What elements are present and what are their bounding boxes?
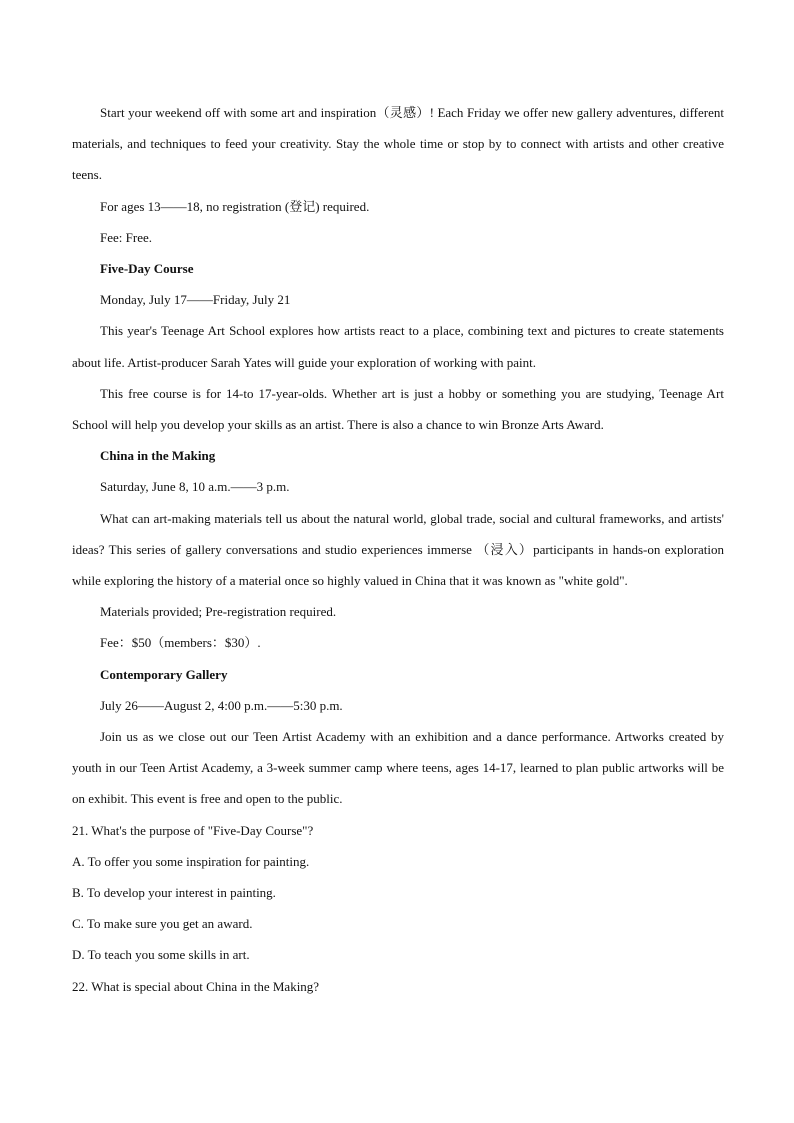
contemporary-paragraph: Join us as we close out our Teen Artist Academy with an exhibition and a dance performance. Artworks created by youth in our Teen Artist Academy, a 3-week summer camp where teens, ages 14-17, learned to plan public artworks will be on exhibit. This event is free and open to the public. bbox=[72, 729, 724, 807]
document-page bbox=[72, 97, 724, 1002]
intro-paragraph: Start your weekend off with some art and inspiration（灵感）! Each Friday we offer new gallery adventures, different materials, and techniques to feed your creativity. Stay the whole time or stop by to connect with artists and other creative teens. bbox=[72, 105, 724, 183]
intro-fee: Fee: Free. bbox=[100, 229, 152, 245]
china-paragraph: What can art-making materials tell us about the natural world, global trade, social and cultural frameworks, and artists' ideas? This series of gallery conversations and studio experiences immerse （浸入）participants in hands-on exploration while exploring the history of a material once so highly valued in China that it was known as "white gold". bbox=[72, 510, 724, 589]
question-21: 21. What's the purpose of "Five-Day Course"? bbox=[72, 822, 314, 838]
questions-section bbox=[72, 815, 724, 1002]
question-21-option-c: C. To make sure you get an award. bbox=[72, 916, 253, 932]
five-day-dates: Monday, July 17——Friday, July 21 bbox=[100, 292, 291, 308]
china-dates: Saturday, June 8, 10 a.m.——3 p.m. bbox=[100, 479, 290, 495]
five-day-paragraph-2: This free course is for 14-to 17-year-olds. Whether art is just a hobby or something you are studying, Teenage Art School will help you develop your skills as an artist. There is also a chance to win Bronze Arts Award. bbox=[72, 385, 724, 433]
question-21-option-b: B. To develop your interest in painting. bbox=[72, 885, 276, 901]
china-fee: Fee：$50（members：$30）. bbox=[100, 635, 261, 651]
question-21-option-a: A. To offer you some inspiration for painting. bbox=[72, 853, 310, 869]
china-title: China in the Making bbox=[100, 448, 216, 464]
question-22: 22. What is special about China in the Making? bbox=[72, 978, 320, 994]
five-day-paragraph-1: This year's Teenage Art School explores how artists react to a place, combining text and pictures to create statements about life. Artist-producer Sarah Yates will guide your exploration of working with paint. bbox=[72, 323, 724, 370]
intro-ages: For ages 13——18, no registration (登记) required. bbox=[100, 198, 370, 214]
contemporary-dates: July 26——August 2, 4:00 p.m.——5:30 p.m. bbox=[100, 697, 343, 713]
five-day-title: Five-Day Course bbox=[100, 261, 194, 277]
china-materials: Materials provided; Pre-registration required. bbox=[100, 604, 337, 620]
contemporary-title: Contemporary Gallery bbox=[100, 666, 228, 682]
question-21-option-d: D. To teach you some skills in art. bbox=[72, 947, 250, 963]
